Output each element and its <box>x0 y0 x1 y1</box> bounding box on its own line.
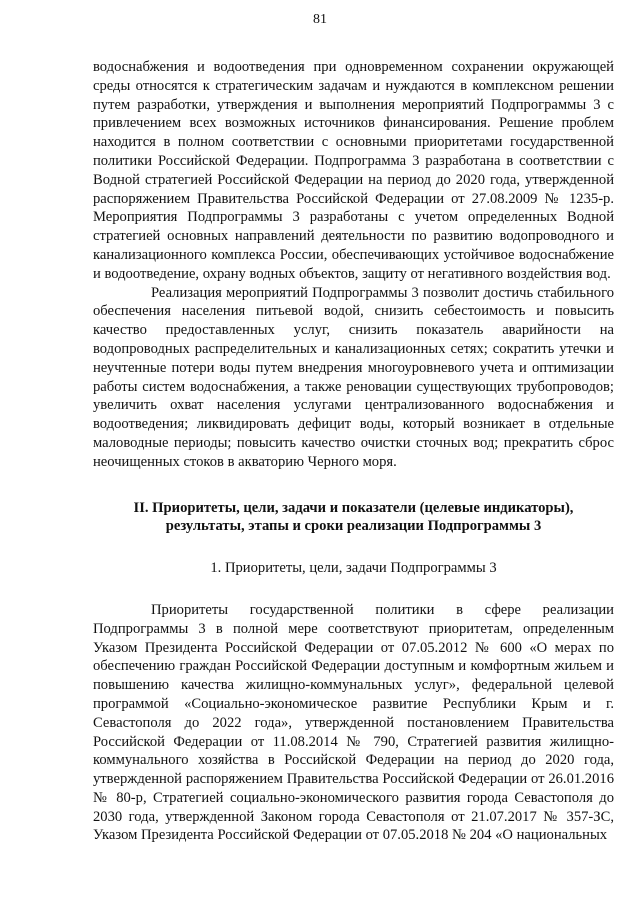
paragraph-state-priorities: Приоритеты государственной политики в сфере реализации Подпрограммы 3 в полной мере соответствуют приоритетам, определенным Указом Президента Российской Федерации от 07.05.2012 № 600 «О мерах по обеспечению граждан Российской Федерации доступным и комфортным жильем и повышению качества жилищно-коммунальных услуг», федеральной целевой программой «Социально-экономическое развитие Республики Крым и г. Севастополя до 2022 года», утвержденной постановлением Правительства Российской Федерации от 11.08.2014 № 790, Стратегией развития жилищно-коммунального хозяйства в Российской Федерации на период до 2020 года, утвержденной распоряжением Правительства Российской Федерации от 26.01.2016 № 80-р, Стратегией социально-экономического развития города Севастополя до 2030 года, утвержденной Законом города Севастополя от 21.07.2017 № 357-ЗС, Указом Президента Российской Федерации от 07.05.2018 № 204 «О национальных <box>93 601 614 844</box>
section-heading-line-1: II. Приоритеты, цели, задачи и показатели (целевые индикаторы), <box>133 499 574 516</box>
paragraph-implementation-results: Реализация мероприятий Подпрограммы 3 позволит достичь стабильного обеспечения населения питьевой водой, снизить себестоимость и повысить качество предоставленных услуг, снизить показатель аварийности на водопроводных распределительных и канализационных сетях; сократить утечки и неучтенные потери воды путем внедрения многоуровневого учета и оптимизации работы систем водоснабжения, а также реновации существующих трубопроводов; увеличить охват населения услугами централизованного водоснабжения и водоотведения; ликвидировать дефицит воды, который возникает в отдельные маловодные периоды; повысить качество очистки сточных вод; прекратить сброс неочищенных стоков в акваторию Черного моря. <box>93 284 614 470</box>
document-body <box>93 58 614 845</box>
section-heading-line-2: результаты, этапы и сроки реализации Подпрограммы 3 <box>165 518 542 535</box>
page-number: 81 <box>313 12 327 27</box>
subsection-heading: 1. Приоритеты, цели, задачи Подпрограммы 3 <box>210 560 497 577</box>
section-heading <box>93 499 614 537</box>
paragraph-water-strategy: водоснабжения и водоотведения при одновременном сохранении окружающей среды относятся к стратегическим задачам и нуждаются в комплексном решении путем разработки, утверждения и выполнения мероприятий Подпрограммы 3 с привлечением всех возможных источников финансирования. Решение проблем находится в полном соответствии с основными приоритетами государственной политики Российской Федерации. Подпрограмма 3 разработана в соответствии с Водной стратегией Российской Федерации на период до 2020 года, утвержденной распоряжением Правительства Российской Федерации от 27.08.2009 № 1235-р. Мероприятия Подпрограммы 3 разработаны с учетом определенных Водной стратегией основных направлений деятельности по развитию водопроводного и канализационного комплекса России, обеспечивающих устойчивое водоснабжение и водоотведение, охрану водных объектов, защиту от негативного воздействия вод. <box>93 59 614 282</box>
